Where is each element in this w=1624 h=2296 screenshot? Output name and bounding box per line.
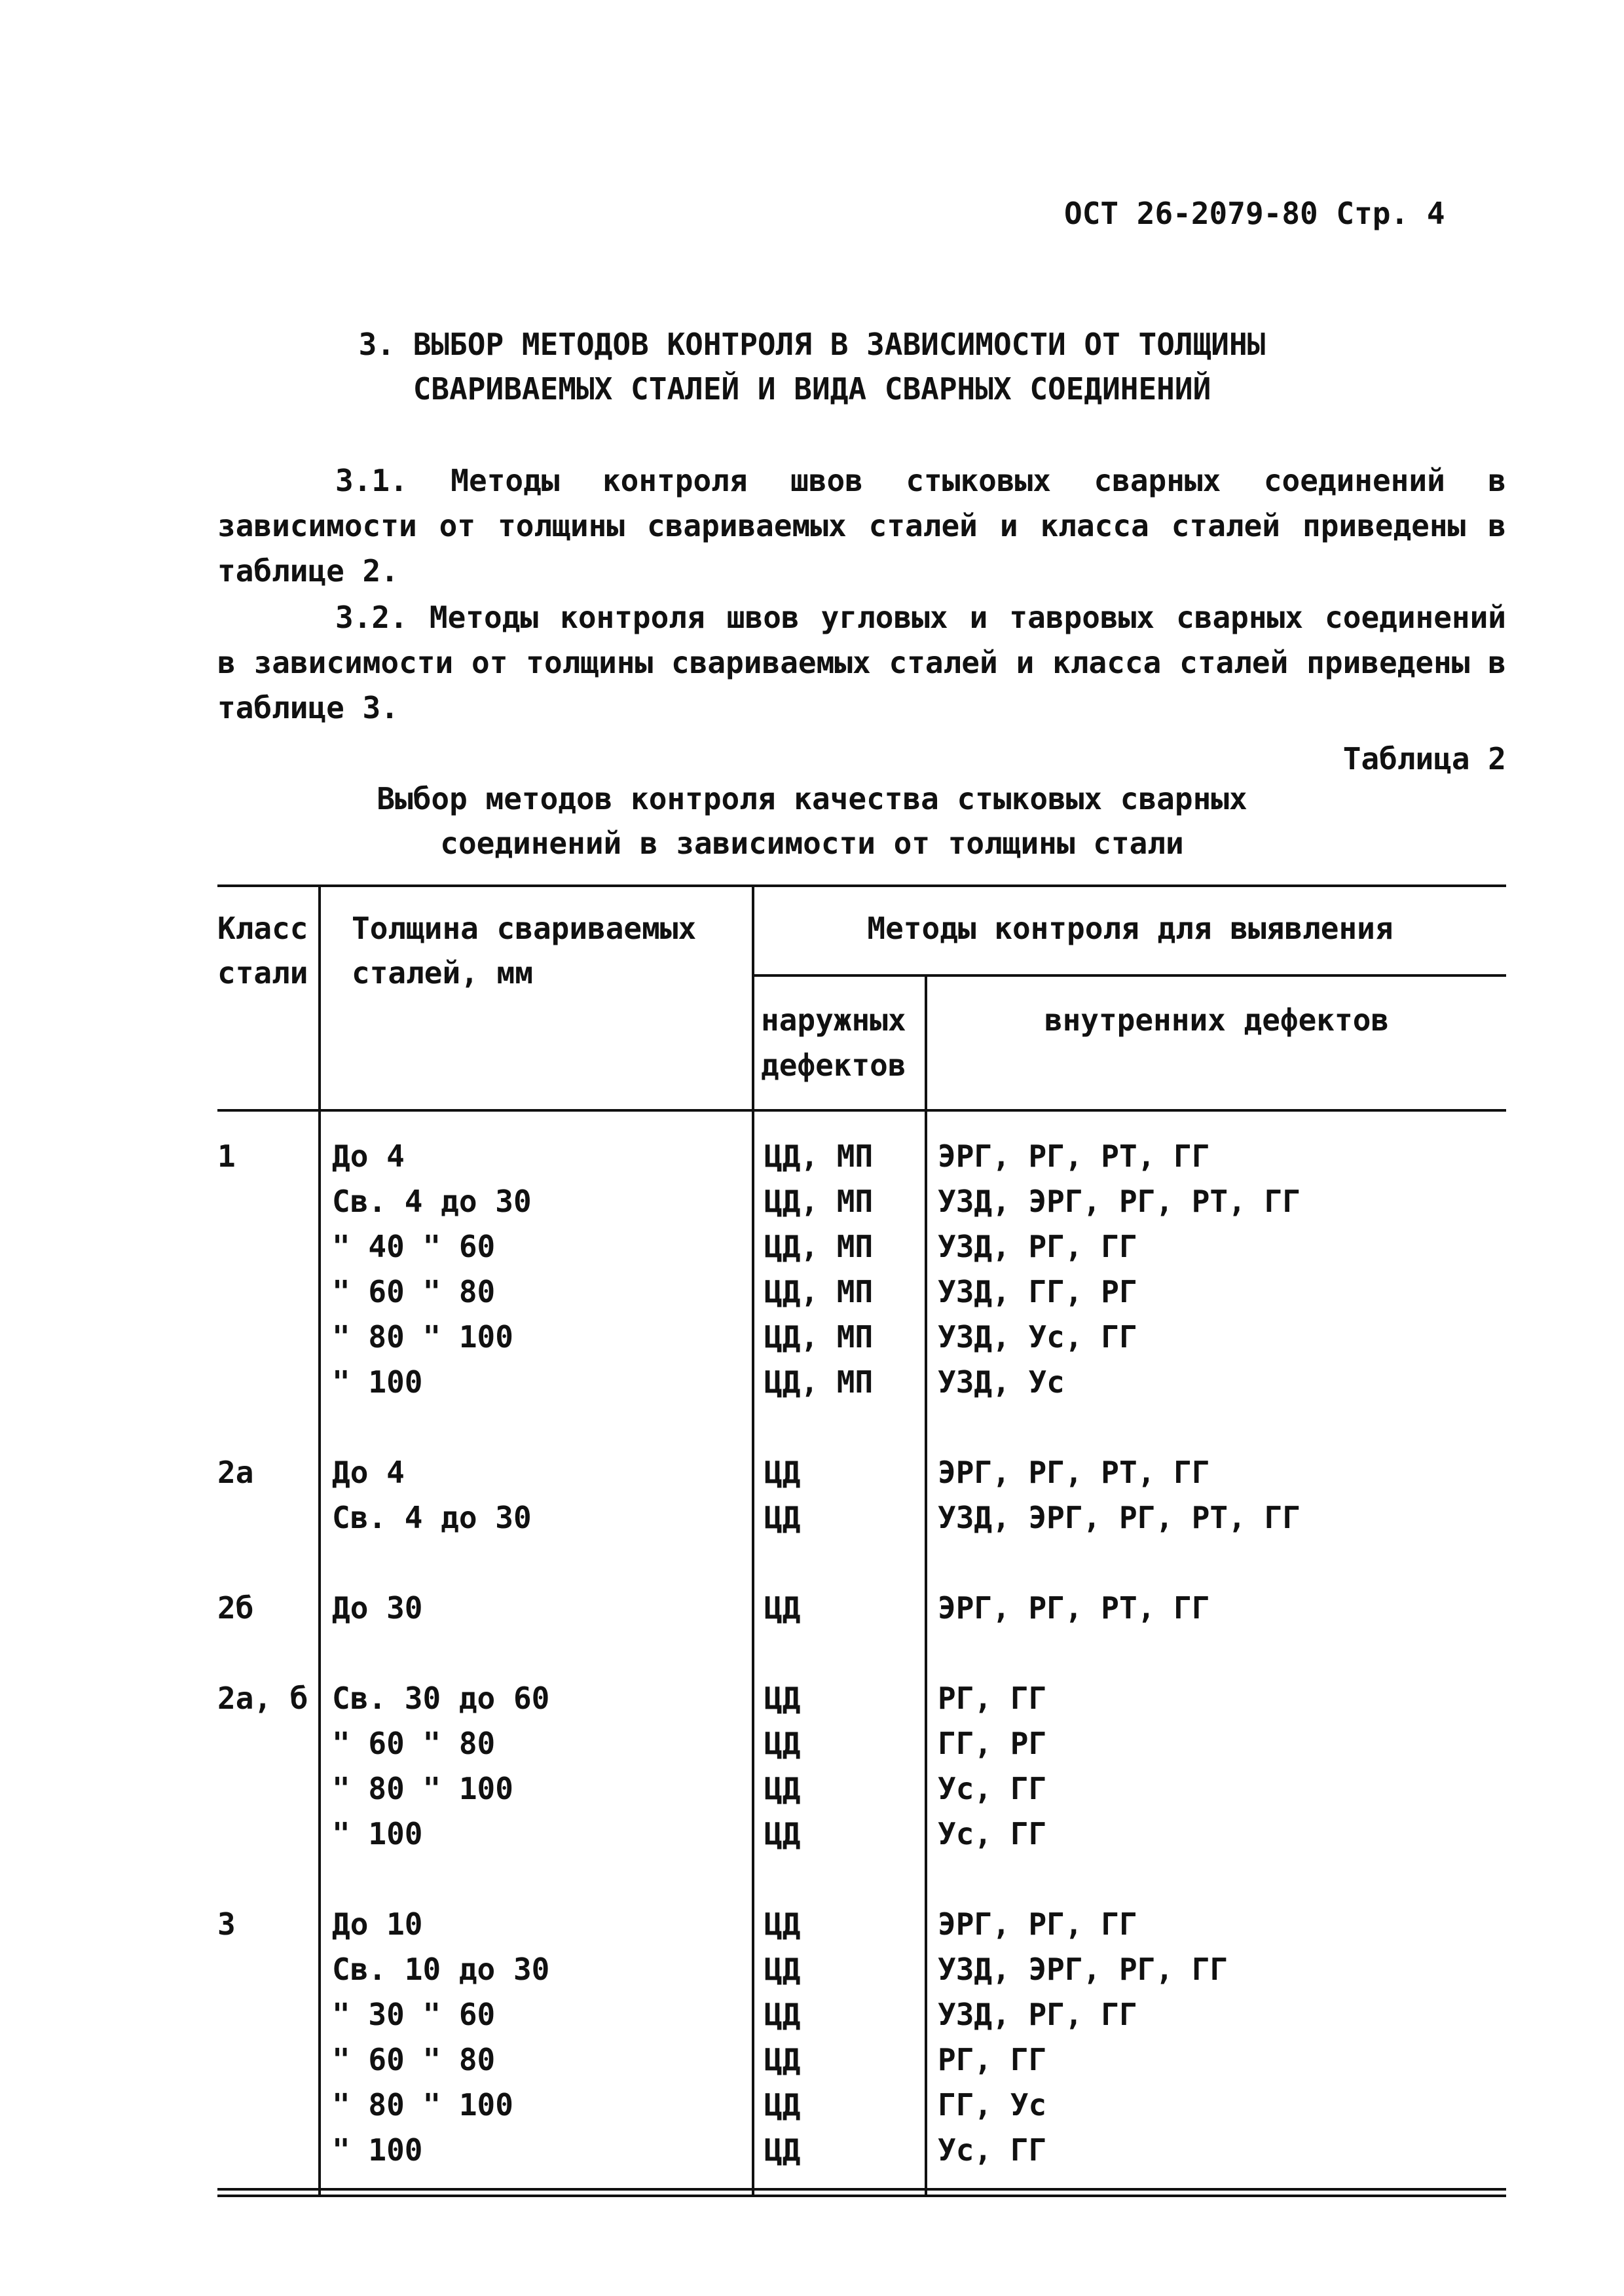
row-thickness: До 10 [332,1906,423,1942]
row-thickness: До 4 [332,1455,405,1490]
header-class-line2: стали [217,955,308,991]
row-external: ЦД, МП [764,1229,874,1264]
table-top-rule [217,884,1506,887]
row-internal: Ус, ГГ [938,1771,1047,1806]
row-class: 3 [217,1906,236,1942]
row-thickness: До 30 [332,1590,423,1626]
document-reference: ОСТ 26-2079-80 Стр. 4 [1064,196,1445,231]
row-thickness: " 100 [332,1816,423,1851]
row-class: 2б [217,1590,254,1626]
paragraph-3-1: 3.1. Методы контроля швов стыковых сварных соединений в зависимости от толщины свариваемых сталей и класса сталей приведены в таблице 2. [217,463,1506,589]
section-title-line1: 3. ВЫБОР МЕТОДОВ КОНТРОЛЯ В ЗАВИСИМОСТИ ОТ ТОЛЩИНЫ [358,327,1266,362]
row-internal: ЭРГ, РГ, РТ, ГГ [938,1139,1210,1174]
header-bottom-rule [217,1109,1506,1112]
row-thickness: " 80 " 100 [332,2087,513,2123]
table-label: Таблица 2 [1342,741,1506,776]
row-internal: Ус, ГГ [938,2132,1047,2168]
row-internal: УЗД, Ус [938,1364,1065,1400]
row-external: ЦД [764,1590,801,1626]
section-title-line2: СВАРИВАЕМЫХ СТАЛЕЙ И ВИДА СВАРНЫХ СОЕДИНЕНИЙ [413,371,1211,407]
col-divider-external [925,974,927,2197]
row-external: ЦД, МП [764,1364,874,1400]
row-internal: ЭРГ, РГ, РТ, ГГ [938,1455,1210,1490]
col-divider-thickness [752,884,754,2197]
table-caption-line2: соединений в зависимости от толщины стали [440,826,1184,861]
header-external-line2: дефектов [761,1048,906,1083]
row-thickness: " 40 " 60 [332,1229,496,1264]
row-external: ЦД, МП [764,1184,874,1219]
row-thickness: Св. 4 до 30 [332,1184,532,1219]
row-external: ЦД [764,2087,801,2123]
row-thickness: " 30 " 60 [332,1997,496,2032]
row-external: ЦД, МП [764,1274,874,1309]
row-internal: УЗД, ЭРГ, РГ, ГГ [938,1952,1228,1987]
col-divider-class [318,884,321,2197]
table-bottom-rule-2 [217,2195,1506,2197]
row-external: ЦД, МП [764,1319,874,1355]
row-external: ЦД [764,1455,801,1490]
row-thickness: " 60 " 80 [332,1274,496,1309]
row-thickness: Св. 30 до 60 [332,1681,550,1716]
row-thickness: Св. 10 до 30 [332,1952,550,1987]
header-class-line1: Класс [217,911,308,946]
row-internal: УЗД, ЭРГ, РГ, РТ, ГГ [938,1184,1301,1219]
row-thickness: " 60 " 80 [332,1726,496,1761]
row-thickness: " 100 [332,1364,423,1400]
row-internal: ГГ, Ус [938,2087,1047,2123]
paragraph-3-2: 3.2. Методы контроля швов угловых и тавровых сварных соединений в зависимости от толщины свариваемых сталей и класса сталей приведены в таблице 3. [217,600,1506,725]
row-thickness: " 80 " 100 [332,1771,513,1806]
row-thickness: " 100 [332,2132,423,2168]
row-class: 1 [217,1139,236,1174]
row-external: ЦД [764,2042,801,2077]
header-thickness-line1: Толщина свариваемых [352,911,697,946]
row-internal: УЗД, РГ, ГГ [938,1229,1137,1264]
row-external: ЦД [764,1771,801,1806]
row-external: ЦД [764,1726,801,1761]
row-external: ЦД [764,1906,801,1942]
row-class: 2а [217,1455,254,1490]
row-thickness: " 80 " 100 [332,1319,513,1355]
table-bottom-rule-1 [217,2188,1506,2191]
row-thickness: Св. 4 до 30 [332,1500,532,1535]
row-external: ЦД [764,1997,801,2032]
row-thickness: До 4 [332,1139,405,1174]
header-external-line1: наружных [761,1002,906,1038]
row-internal: РГ, ГГ [938,1681,1047,1716]
row-internal: УЗД, ГГ, РГ [938,1274,1137,1309]
header-internal: внутренних дефектов [1044,1002,1390,1038]
row-external: ЦД, МП [764,1139,874,1174]
row-internal: УЗД, РГ, ГГ [938,1997,1137,2032]
header-thickness-line2: сталей, мм [352,955,533,991]
table-caption-line1: Выбор методов контроля качества стыковых сварных [377,781,1247,816]
row-thickness: " 60 " 80 [332,2042,496,2077]
row-external: ЦД [764,1816,801,1851]
row-internal: РГ, ГГ [938,2042,1047,2077]
row-internal: ЭРГ, РГ, РТ, ГГ [938,1590,1210,1626]
row-internal: УЗД, Ус, ГГ [938,1319,1137,1355]
row-external: ЦД [764,1500,801,1535]
row-internal: Ус, ГГ [938,1816,1047,1851]
row-internal: УЗД, ЭРГ, РГ, РТ, ГГ [938,1500,1301,1535]
header-sub-rule [752,974,1506,977]
row-internal: ГГ, РГ [938,1726,1047,1761]
row-internal: ЭРГ, РГ, ГГ [938,1906,1137,1942]
row-class: 2а, б [217,1681,308,1716]
row-external: ЦД [764,1952,801,1987]
row-external: ЦД [764,2132,801,2168]
row-external: ЦД [764,1681,801,1716]
header-methods: Методы контроля для выявления [867,911,1393,946]
